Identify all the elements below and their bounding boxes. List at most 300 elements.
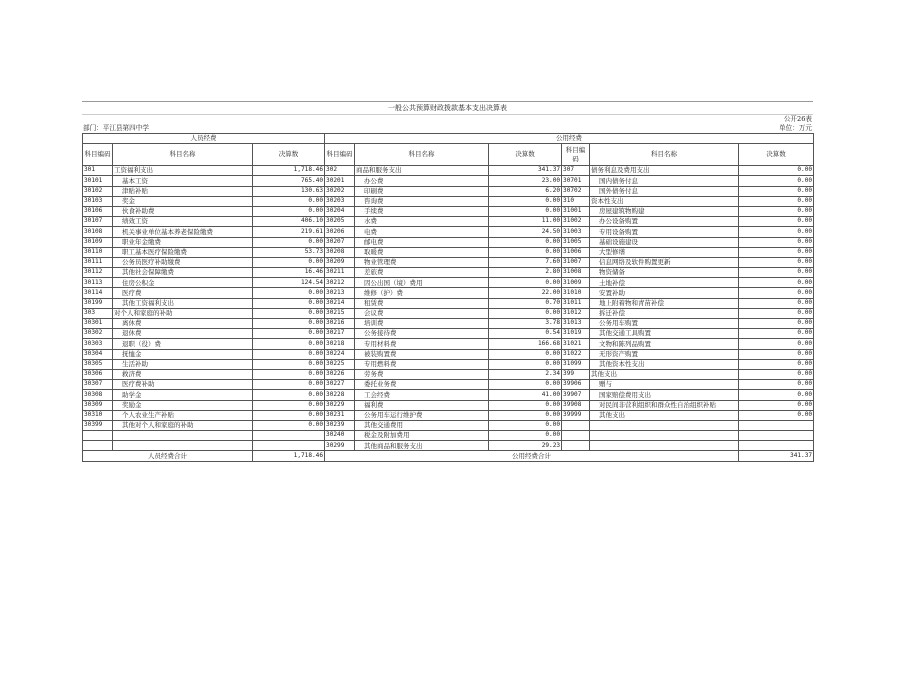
name-cell: 被装购置费 (355, 349, 489, 359)
name-cell: 其他商品和服务支出 (355, 441, 489, 451)
name-cell: 取暖费 (355, 247, 489, 257)
col-name-3: 科目名称 (590, 144, 739, 166)
name-cell: 因公出国（境）费用 (355, 278, 489, 288)
name-cell: 工资福利支出 (113, 166, 253, 176)
code-cell: 31022 (562, 349, 590, 359)
amount-cell: 0.00 (253, 380, 325, 390)
amount-cell (253, 431, 325, 441)
amount-cell: 0.00 (489, 410, 562, 420)
name-cell: 其他交通工具购置 (590, 329, 739, 339)
amount-cell: 0.54 (489, 329, 562, 339)
code-cell: 30111 (83, 257, 113, 267)
name-cell: 信息网络及软件购置更新 (590, 257, 739, 267)
code-cell: 31005 (562, 237, 590, 247)
code-cell: 31002 (562, 217, 590, 227)
name-cell: 退职（役）费 (113, 339, 253, 349)
total-personnel-label: 人员经费合计 (83, 451, 253, 461)
table-row (83, 247, 814, 257)
amount-cell: 0.00 (489, 359, 562, 369)
name-cell: 邮电费 (355, 237, 489, 247)
code-cell: 30101 (83, 176, 113, 186)
code-cell: 30107 (83, 217, 113, 227)
code-cell: 30208 (325, 247, 355, 257)
amount-cell: 0.00 (739, 369, 814, 379)
name-cell: 津贴补贴 (113, 186, 253, 196)
amount-cell: 0.00 (739, 268, 814, 278)
code-cell: 31012 (562, 308, 590, 318)
amount-cell: 0.00 (253, 329, 325, 339)
form-no-row (82, 114, 813, 124)
name-cell: 公务员医疗补助缴费 (113, 257, 253, 267)
name-cell: 住房公积金 (113, 278, 253, 288)
code-cell: 30217 (325, 329, 355, 339)
total-public-value: 341.37 (739, 451, 814, 461)
code-cell: 310 (562, 196, 590, 206)
amount-cell: 219.61 (253, 227, 325, 237)
code-cell: 30701 (562, 176, 590, 186)
amount-cell: 0.00 (489, 278, 562, 288)
code-cell: 30106 (83, 206, 113, 216)
name-cell: 办公设备购置 (590, 217, 739, 227)
code-cell: 30213 (325, 288, 355, 298)
code-cell (562, 420, 590, 430)
amount-cell: 0.00 (739, 278, 814, 288)
amount-cell: 0.00 (739, 410, 814, 420)
code-cell: 303 (83, 308, 113, 318)
code-cell: 399 (562, 369, 590, 379)
unit-label: 单位：万元 (779, 124, 812, 132)
code-cell: 31009 (562, 278, 590, 288)
name-cell (590, 420, 739, 430)
code-cell: 31008 (562, 268, 590, 278)
code-cell: 30307 (83, 380, 113, 390)
amount-cell: 0.00 (253, 369, 325, 379)
amount-cell: 124.54 (253, 278, 325, 288)
name-cell: 奖励金 (113, 400, 253, 410)
name-cell: 文物和陈列品购置 (590, 339, 739, 349)
amount-cell: 0.00 (253, 206, 325, 216)
table-row (83, 349, 814, 359)
column-header-row (83, 144, 814, 166)
code-cell: 30114 (83, 288, 113, 298)
code-cell: 30209 (325, 257, 355, 267)
amount-cell: 0.00 (739, 257, 814, 267)
code-cell: 39908 (562, 400, 590, 410)
amount-cell: 130.63 (253, 186, 325, 196)
table-row (83, 420, 814, 430)
amount-cell: 3.78 (489, 319, 562, 329)
code-cell (83, 441, 113, 451)
code-cell (83, 431, 113, 441)
col-code-2: 科目编码 (325, 144, 355, 166)
amount-cell: 0.00 (739, 196, 814, 206)
col-name-2: 科目名称 (355, 144, 489, 166)
code-cell: 30303 (83, 339, 113, 349)
amount-cell: 0.00 (739, 298, 814, 308)
amount-cell: 0.00 (253, 288, 325, 298)
amount-cell: 0.00 (739, 329, 814, 339)
name-cell: 债务利息及费用支出 (590, 166, 739, 176)
group-header-row (83, 134, 814, 144)
amount-cell: 341.37 (489, 166, 562, 176)
name-cell: 国家赔偿费用支出 (590, 390, 739, 400)
code-cell: 30212 (325, 278, 355, 288)
code-cell: 31099 (562, 359, 590, 369)
col-code-1: 科目编码 (83, 144, 113, 166)
code-cell: 30229 (325, 400, 355, 410)
title-row (82, 101, 813, 114)
amount-cell: 0.00 (739, 390, 814, 400)
code-cell: 31010 (562, 288, 590, 298)
amount-cell: 53.73 (253, 247, 325, 257)
amount-cell: 0.00 (253, 257, 325, 267)
col-name-1: 科目名称 (113, 144, 253, 166)
name-cell: 其他资本性支出 (590, 359, 739, 369)
table-row (83, 298, 814, 308)
amount-cell: 0.00 (253, 339, 325, 349)
name-cell: 其他工资福利支出 (113, 298, 253, 308)
form-number: 公开26表 (783, 115, 812, 123)
name-cell: 其他交通费用 (355, 420, 489, 430)
name-cell: 奖金 (113, 196, 253, 206)
budget-sheet (82, 101, 813, 462)
table-row (83, 227, 814, 237)
amount-cell: 24.50 (489, 227, 562, 237)
code-cell: 30205 (325, 217, 355, 227)
amount-cell: 0.00 (253, 319, 325, 329)
name-cell: 其他支出 (590, 410, 739, 420)
amount-cell: 765.40 (253, 176, 325, 186)
code-cell: 30231 (325, 410, 355, 420)
name-cell: 大型修缮 (590, 247, 739, 257)
code-cell: 30113 (83, 278, 113, 288)
code-cell: 30225 (325, 359, 355, 369)
name-cell: 对个人和家庭的补助 (113, 308, 253, 318)
name-cell: 电费 (355, 227, 489, 237)
code-cell: 31013 (562, 319, 590, 329)
amount-cell: 7.60 (489, 257, 562, 267)
name-cell: 无形资产购置 (590, 349, 739, 359)
name-cell: 差旅费 (355, 268, 489, 278)
code-cell: 30207 (325, 237, 355, 247)
amount-cell: 0.00 (739, 308, 814, 318)
code-cell: 30306 (83, 369, 113, 379)
table-row (83, 268, 814, 278)
amount-cell: 0.00 (253, 420, 325, 430)
code-cell: 307 (562, 166, 590, 176)
code-cell: 39906 (562, 380, 590, 390)
code-cell: 301 (83, 166, 113, 176)
code-cell: 30218 (325, 339, 355, 349)
table-row (83, 390, 814, 400)
code-cell: 30108 (83, 227, 113, 237)
amount-cell: 0.00 (739, 288, 814, 298)
amount-cell: 0.00 (253, 298, 325, 308)
code-cell: 30201 (325, 176, 355, 186)
code-cell: 30110 (83, 247, 113, 257)
amount-cell: 29.23 (489, 441, 562, 451)
code-cell: 31001 (562, 206, 590, 216)
amount-cell: 16.46 (253, 268, 325, 278)
code-cell: 31021 (562, 339, 590, 349)
name-cell: 印刷费 (355, 186, 489, 196)
code-cell: 30203 (325, 196, 355, 206)
amount-cell: 0.00 (489, 431, 562, 441)
amount-cell: 0.00 (253, 308, 325, 318)
amount-cell: 0.00 (739, 217, 814, 227)
name-cell: 离休费 (113, 319, 253, 329)
amount-cell: 0.00 (489, 196, 562, 206)
expenditure-table (82, 133, 814, 462)
name-cell: 专用材料费 (355, 339, 489, 349)
code-cell: 30227 (325, 380, 355, 390)
amount-cell: 0.00 (489, 420, 562, 430)
amount-cell: 0.00 (489, 400, 562, 410)
code-cell: 30399 (83, 420, 113, 430)
code-cell: 30310 (83, 410, 113, 420)
name-cell: 维修（护）费 (355, 288, 489, 298)
name-cell: 职业年金缴费 (113, 237, 253, 247)
code-cell: 30702 (562, 186, 590, 196)
code-cell (562, 441, 590, 451)
amount-cell: 22.00 (489, 288, 562, 298)
amount-cell: 0.00 (489, 349, 562, 359)
code-cell: 30214 (325, 298, 355, 308)
amount-cell: 0.70 (489, 298, 562, 308)
amount-cell: 0.00 (489, 206, 562, 216)
code-cell: 30204 (325, 206, 355, 216)
code-cell: 30228 (325, 390, 355, 400)
col-amount-3: 决算数 (739, 144, 814, 166)
name-cell: 助学金 (113, 390, 253, 400)
amount-cell: 0.00 (739, 247, 814, 257)
col-amount-2: 决算数 (489, 144, 562, 166)
name-cell: 办公费 (355, 176, 489, 186)
totals-row (83, 451, 814, 461)
amount-cell: 0.00 (739, 349, 814, 359)
table-row (83, 278, 814, 288)
code-cell: 39907 (562, 390, 590, 400)
name-cell: 抚恤金 (113, 349, 253, 359)
name-cell (590, 441, 739, 451)
name-cell: 生活补助 (113, 359, 253, 369)
name-cell: 医疗费补助 (113, 380, 253, 390)
table-row (83, 339, 814, 349)
name-cell: 职工基本医疗保险缴费 (113, 247, 253, 257)
code-cell: 30304 (83, 349, 113, 359)
table-row (83, 431, 814, 441)
name-cell: 专用燃料费 (355, 359, 489, 369)
amount-cell: 0.00 (739, 176, 814, 186)
table-row (83, 329, 814, 339)
dept-row (82, 124, 813, 133)
name-cell: 其他对个人和家庭的补助 (113, 420, 253, 430)
amount-cell: 0.00 (489, 247, 562, 257)
amount-cell: 0.00 (489, 308, 562, 318)
amount-cell: 0.00 (739, 206, 814, 216)
name-cell: 其他社会保障缴费 (113, 268, 253, 278)
name-cell: 手续费 (355, 206, 489, 216)
amount-cell: 2.80 (489, 268, 562, 278)
code-cell: 30215 (325, 308, 355, 318)
name-cell: 咨询费 (355, 196, 489, 206)
name-cell: 基础设施建设 (590, 237, 739, 247)
table-row (83, 369, 814, 379)
amount-cell: 0.00 (489, 237, 562, 247)
amount-cell: 0.00 (739, 339, 814, 349)
amount-cell: 166.68 (489, 339, 562, 349)
amount-cell: 0.00 (253, 359, 325, 369)
name-cell: 赠与 (590, 380, 739, 390)
amount-cell: 406.10 (253, 217, 325, 227)
name-cell: 劳务费 (355, 369, 489, 379)
code-cell: 30102 (83, 186, 113, 196)
code-cell: 30226 (325, 369, 355, 379)
code-cell: 30199 (83, 298, 113, 308)
name-cell (590, 431, 739, 441)
name-cell: 公务用车购置 (590, 319, 739, 329)
name-cell: 商品和服务支出 (355, 166, 489, 176)
amount-cell: 0.00 (489, 380, 562, 390)
name-cell: 国外债务付息 (590, 186, 739, 196)
name-cell: 租赁费 (355, 298, 489, 308)
page-title: 一般公共预算财政拨款基本支出决算表 (388, 104, 507, 112)
code-cell: 30103 (83, 196, 113, 206)
table-row (83, 176, 814, 186)
name-cell: 培训费 (355, 319, 489, 329)
amount-cell: 0.00 (253, 400, 325, 410)
code-cell: 30240 (325, 431, 355, 441)
name-cell: 对民间非营利组织和群众性自治组织补贴 (590, 400, 739, 410)
table-row (83, 217, 814, 227)
code-cell: 31003 (562, 227, 590, 237)
name-cell: 土地补偿 (590, 278, 739, 288)
amount-cell: 41.00 (489, 390, 562, 400)
name-cell: 基本工资 (113, 176, 253, 186)
table-row (83, 186, 814, 196)
group-public: 公用经费 (325, 134, 814, 144)
table-row (83, 359, 814, 369)
code-cell: 30299 (325, 441, 355, 451)
table-row (83, 441, 814, 451)
name-cell: 拆迁补偿 (590, 308, 739, 318)
code-cell: 30309 (83, 400, 113, 410)
name-cell: 机关事业单位基本养老保险缴费 (113, 227, 253, 237)
code-cell: 30224 (325, 349, 355, 359)
group-personnel: 人员经费 (83, 134, 325, 144)
code-cell: 30301 (83, 319, 113, 329)
amount-cell: 1,718.46 (253, 166, 325, 176)
code-cell: 30202 (325, 186, 355, 196)
code-cell: 30308 (83, 390, 113, 400)
amount-cell: 0.00 (739, 380, 814, 390)
table-row (83, 166, 814, 176)
code-cell: 30305 (83, 359, 113, 369)
name-cell: 水费 (355, 217, 489, 227)
amount-cell: 2.34 (489, 369, 562, 379)
name-cell: 房屋建筑物购建 (590, 206, 739, 216)
code-cell: 30112 (83, 268, 113, 278)
amount-cell: 23.00 (489, 176, 562, 186)
amount-cell: 0.00 (253, 349, 325, 359)
code-cell: 30216 (325, 319, 355, 329)
table-row (83, 206, 814, 216)
table-row (83, 237, 814, 247)
amount-cell: 0.00 (739, 237, 814, 247)
name-cell (113, 441, 253, 451)
amount-cell (739, 420, 814, 430)
name-cell: 税金及附加费用 (355, 431, 489, 441)
code-cell: 30109 (83, 237, 113, 247)
amount-cell: 0.00 (739, 186, 814, 196)
amount-cell: 0.00 (739, 227, 814, 237)
table-row (83, 319, 814, 329)
amount-cell (739, 431, 814, 441)
name-cell: 公务接待费 (355, 329, 489, 339)
code-cell: 31007 (562, 257, 590, 267)
name-cell: 委托业务费 (355, 380, 489, 390)
amount-cell: 0.00 (739, 359, 814, 369)
name-cell: 退休费 (113, 329, 253, 339)
code-cell (562, 431, 590, 441)
table-row (83, 410, 814, 420)
total-public-label: 公用经费合计 (325, 451, 739, 461)
total-personnel-value: 1,718.46 (253, 451, 325, 461)
code-cell: 302 (325, 166, 355, 176)
table-row (83, 380, 814, 390)
amount-cell: 0.00 (739, 166, 814, 176)
name-cell: 专用设备购置 (590, 227, 739, 237)
name-cell: 资本性支出 (590, 196, 739, 206)
name-cell: 工会经费 (355, 390, 489, 400)
department-label: 部门：平江县第四中学 (83, 124, 149, 132)
amount-cell: 0.00 (253, 196, 325, 206)
amount-cell: 0.00 (253, 390, 325, 400)
name-cell: 物业管理费 (355, 257, 489, 267)
table-row (83, 308, 814, 318)
name-cell: 地上附着物和青苗补偿 (590, 298, 739, 308)
col-code-3: 科目编码 (562, 144, 590, 166)
name-cell: 其他支出 (590, 369, 739, 379)
name-cell: 物资储备 (590, 268, 739, 278)
name-cell: 安置补助 (590, 288, 739, 298)
name-cell: 会议费 (355, 308, 489, 318)
amount-cell: 0.00 (739, 400, 814, 410)
code-cell: 31011 (562, 298, 590, 308)
name-cell: 公务用车运行维护费 (355, 410, 489, 420)
table-row (83, 400, 814, 410)
amount-cell: 0.00 (739, 319, 814, 329)
code-cell: 30302 (83, 329, 113, 339)
amount-cell: 6.20 (489, 186, 562, 196)
code-cell: 30206 (325, 227, 355, 237)
amount-cell: 11.00 (489, 217, 562, 227)
name-cell (113, 431, 253, 441)
code-cell: 31019 (562, 329, 590, 339)
amount-cell (253, 441, 325, 451)
code-cell: 39999 (562, 410, 590, 420)
name-cell: 绩效工资 (113, 217, 253, 227)
name-cell: 救济费 (113, 369, 253, 379)
name-cell: 伙食补助费 (113, 206, 253, 216)
name-cell: 个人农业生产补贴 (113, 410, 253, 420)
table-row (83, 288, 814, 298)
code-cell: 30211 (325, 268, 355, 278)
code-cell: 30239 (325, 420, 355, 430)
name-cell: 医疗费 (113, 288, 253, 298)
name-cell: 福利费 (355, 400, 489, 410)
amount-cell: 0.00 (253, 237, 325, 247)
